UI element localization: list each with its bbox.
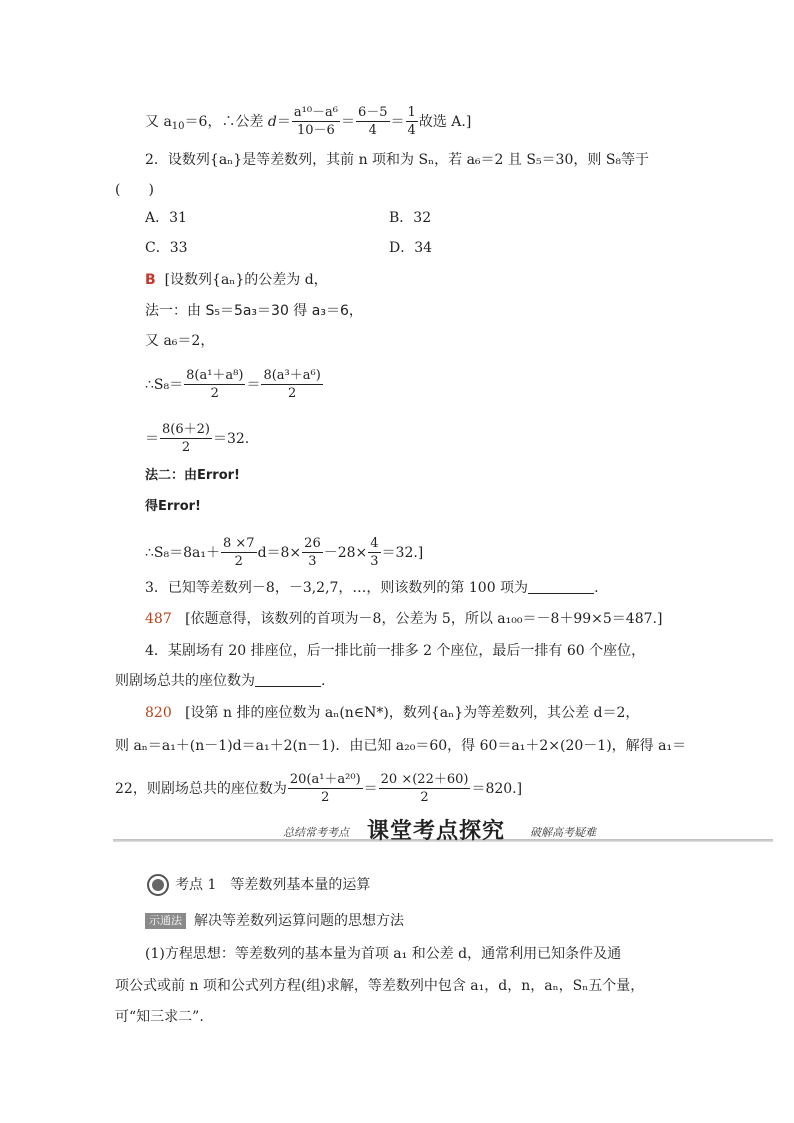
answer-blank [255,672,321,687]
text: 故选 A.] [418,114,472,130]
answer-letter: B [145,272,156,288]
text: 又 a [145,114,172,130]
q4-answer-line-1 [145,703,639,723]
method-2-line: 法二：由Error! [145,468,240,483]
method-tag: 示通法 [145,913,186,929]
fraction: $\frac{\text{8(a³＋a⁶)}}{2}$ [263,368,321,401]
fraction: $\frac{26}{3}$ [304,536,321,569]
fraction: $\frac{4}{3}$ [370,536,379,569]
question-2-line-2: ( ) [115,182,154,198]
q4-answer-line-3 [115,772,522,806]
method-2-line-2: 得Error! [145,499,201,514]
section-subtitle-left: 总结常考考点 [283,826,349,839]
answer-value: 820 [145,705,172,721]
text: [设第 n 排的座位数为 aₙ(n∈N*)，数列{aₙ}为等差数列，其公差 d＝2， [185,705,640,721]
fraction: $\frac{6-5}{4}$ [358,105,388,138]
question-2-line-1: 2．设数列{aₙ}是等差数列，其前 n 项和为 Sₙ，若 a₆＝2 且 S₅＝30，则 S₈等于 [145,152,650,168]
section-banner [113,814,773,844]
s8-equation-3 [145,536,423,570]
text: ∴S₈＝8a₁＋ [145,545,220,561]
paragraph-line-2: 项公式或前 n 项和公式列方程(组)求解，等差数列中包含 a₁，d，n，aₙ，Sₙ五个量， [115,978,645,994]
option-c: C．33 [145,240,188,256]
s8-equation-2 [145,422,249,456]
text: 22，则剧场总共的座位数为 [115,781,287,797]
method-title: 解决等差数列运算问题的思想方法 [194,913,404,929]
text: －28× [323,545,368,561]
subscript: 10 [171,121,185,132]
fraction: $\frac{8(6+2)}{2}$ [162,422,210,455]
text: ＝32.] [381,545,424,561]
question-4-line-1: 4．某剧场有 20 排座位，后一排比前一排多 2 个座位，最后一排有 60 个座位， [145,643,646,659]
method-1-line: 法一：由 S₅＝5a₃＝30 得 a₃＝6， [145,303,363,319]
target-icon [147,874,169,896]
question-4-line-2 [115,671,325,691]
text: ＝6，∴公差 [184,114,268,130]
text: . [321,673,326,689]
text: . [594,580,599,596]
text: ＝32. [212,431,250,447]
fraction: $\frac{\text{a¹⁰－a⁶}}{10-6}$ [293,105,338,138]
text: ＝820.] [471,781,523,797]
text: ＝ [145,431,159,447]
text: [设数列{aₙ}的公差为 d， [164,272,328,288]
q4-answer-line-2: 则 aₙ＝a₁＋(n－1)d＝a₁＋2(n－1)．由已知 a₂₀＝60，得 60＝a₁＋2×(20－1)，解得 a₁＝ [115,738,687,754]
text: 3．已知等差数列－8，－3,2,7，…，则该数列的第 100 项为 [145,580,529,596]
q3-answer-line [145,609,662,629]
question-3 [145,578,599,598]
text: ＝ [390,114,405,130]
s8-equation-1: ∴S₈＝ $\frac{\text{8(a¹＋a⁸)}}{2}$ ＝ $\frac{\text{8(a³＋a⁶)}}{2}$ [145,368,321,401]
section-title: 课堂考点探究 [367,819,506,844]
paragraph-line-1: (1)方程思想：等差数列的基本量为首项 a₁ 和公差 d，通常利用已知条件及通 [145,946,622,962]
text: ＝ [363,781,378,797]
text: [依题意得，该数列的首项为－8，公差为 5，所以 a₁₀₀＝－8＋99×5＝487.] [185,611,663,627]
fraction: $\frac{\text{20(a¹＋a²⁰)}}{2}$ [289,772,361,805]
option-d: D．34 [389,240,433,256]
answer-value: 487 [145,611,172,627]
paragraph-line-3: 可“知三求二”. [115,1009,204,1025]
text: ∴S₈＝ [145,377,184,393]
fraction: $\frac{1}{4}$ [407,105,416,138]
q2-answer-line [145,270,328,290]
fraction: $\frac{20 \times(22+60)}{2}$ [380,772,469,805]
key-point-heading [147,874,370,896]
method-1-line-2: 又 a₆＝2， [145,333,215,349]
text: 则剧场总共的座位数为 [115,673,255,689]
text: ＝ [276,114,291,130]
key-point-label: 考点 1 等差数列基本量的运算 [175,877,371,893]
answer-blank [528,579,594,594]
variable: d [267,114,277,130]
option-a: A．31 [145,210,187,226]
method-heading [145,911,404,931]
solution-line-1 [145,105,471,139]
fraction: $\frac{\text{8(a¹＋a⁸)}}{2}$ [186,368,244,401]
text: d＝8× [257,545,302,561]
fraction: $\frac{8 \times 7}{2}$ [222,536,255,569]
section-subtitle-right: 破解高考疑难 [530,826,596,839]
option-b: B．32 [389,210,432,226]
text: ＝ [341,114,355,130]
